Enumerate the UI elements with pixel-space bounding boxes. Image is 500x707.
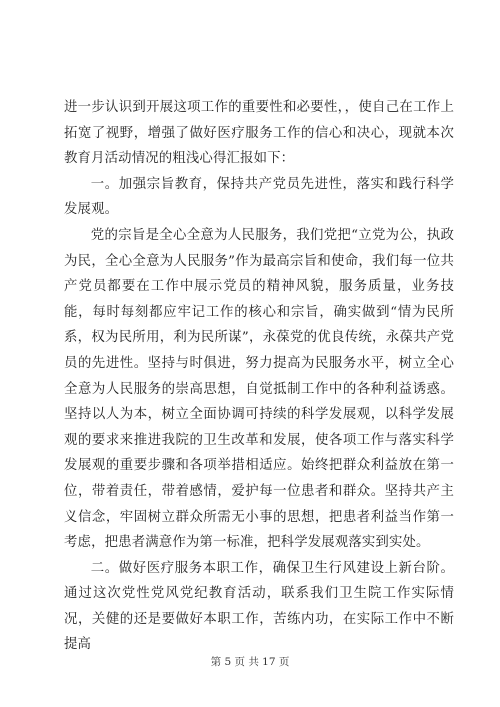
page-number-footer: 第 5 页 共 17 页 bbox=[210, 656, 290, 668]
document-body bbox=[64, 95, 454, 658]
paragraph-intro: 进一步认识到开展这项工作的重要性和必要性，，使自己在工作上拓宽了视野，增强了做好医疗服务工作的信心和决心，现就本次教育月活动情况的粗浅心得汇报如下： bbox=[64, 100, 454, 167]
section-heading-1: 一。加强宗旨教育，保持共产党员先进性，落实和践行科学发展观。 bbox=[64, 176, 454, 218]
section-heading-2: 二。做好医疗服务本职工作，确保卫生行风建设上新台阶。通过这次党性党风党纪教育活动，联系我们卫生院工作实际情况，关健的还是要做好本职工作，苦练内功，在实际工作中不断提高 bbox=[64, 560, 454, 653]
paragraph-party-purpose: 党的宗旨是全心全意为人民服务，我们党把“立党为公，执政为民，全心全意为人民服务”作为最高宗旨和使命，我们每一位共产党员都要在工作中展示党员的精神风貌，服务质量，业务技能，每时每刻都应牢记工作的核心和宗旨，确实做到“情为民所系，权为民所用，利为民所谋”，永葆党的优良传统，永葆共产党员的先进性。坚持与时俱进，努力提高为民服务水平，树立全心全意为人民服务的崇高思想，自觉抵制工作中的各种利益诱惑。坚持以人为本，树立全面协调可持续的科学发展观，以科学发展观的要求来推进我院的卫生改革和发展，使各项工作与落实科学发展观的重要步骤和各项举措相适应。始终把群众利益放在第一位，带着责任，带着感情，爱护每一位患者和群众。坚持共产主义信念，牢固树立群众所需无小事的思想，把患者利益当作第一考虑，把患者满意作为第一标准，把科学发展观落实到实处。 bbox=[64, 227, 454, 551]
